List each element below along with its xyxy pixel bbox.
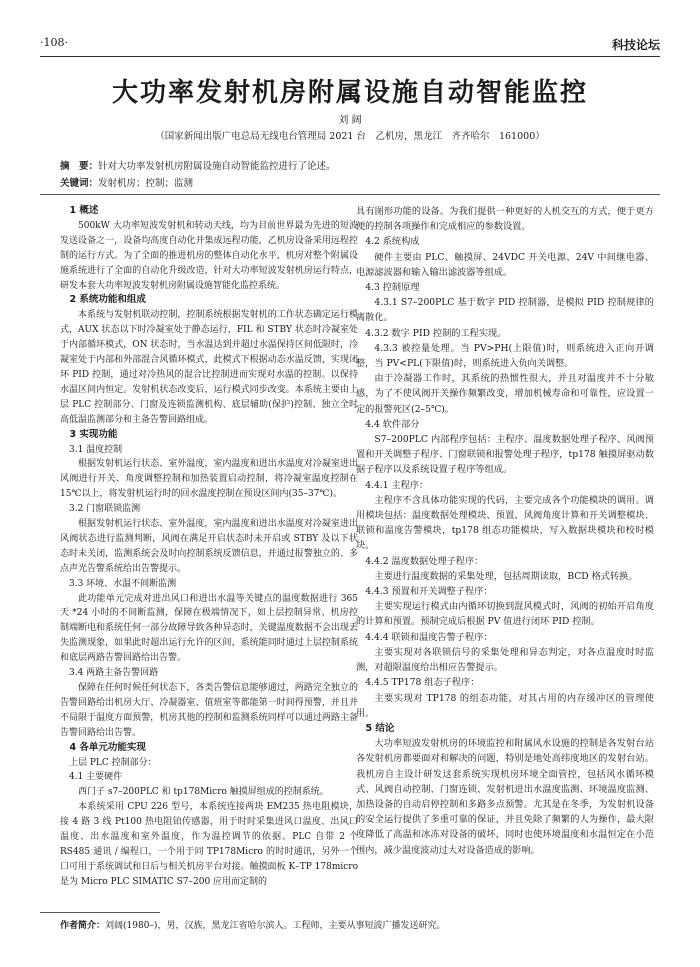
section-heading: 5 结论 (365, 722, 395, 734)
paragraph: 具有图形功能的设备。为我们提供一种更好的人机交互的方式，便于更方便的控制各项操作和完成相应的参数设置。 (356, 206, 654, 233)
subsection-heading: 上层 PLC 控制部分： (69, 757, 157, 768)
paragraph: 4.3.3 被控量处理。当 PV>PH(上限值)时，则系统进入正向开调整，当 PV<PL(下限值)时，则系统进入负向关调整。 (356, 342, 654, 370)
keywords-label: 关键词： (60, 178, 99, 189)
section-heading: 1 概述 (69, 205, 99, 216)
paragraph: 500kW 大功率短波发射机和转动天线，均为目前世界最为先进的短波发送设备之一，设备均高度自动化并集成远程功能，乙机房设备采用远程控制的运行方式。为了全面的推进机房的整体自动化水平，机房对整个附属设施系统进行了全面的自动化升级改造，针对大功率短波发射机房运行特点，研发本套大功率短波发射机房附属设施智能化监控系统。 (60, 220, 358, 291)
right-column (356, 204, 654, 858)
author: 刘 阔 (338, 115, 362, 126)
paragraph: 此功能单元完成对进出风口和进出水温等关键点的温度数据进行 365 天 *24 小时的不间断监测，保障在极端情况下，如上层控制异常、机房控制端断电和系统任何一部分故障导致各种异态时，关键温度数据不会出现丢失监测现象，如果此时超出运行允许的区间，系统能同时通过上层控制系统和底层两路告警回路给出告警。 (60, 593, 358, 664)
section-heading: 2 系统功能和组成 (69, 294, 146, 306)
paragraph: 由于冷凝器工作时，其系统的热惯性很大，并且对温度并不十分敏感，为了不使风阀开关操作频繁改变，增加机械寿命和可靠性，应设置一定的报警死区(2–5℃)。 (356, 373, 654, 415)
subsection-heading: 4.4.4 联锁和温度告警子程序： (365, 631, 493, 643)
paragraph: S7–200PLC 内部程序包括：主程序、温度数据处理子程序、风阀预置和开关调整子程序、门窗联锁和报警处理子程序，tp178 触摸屏驱动数据子程序以及系统设置子程序等组成。 (356, 434, 654, 476)
subsection-heading: 4.3 控制原理 (365, 282, 420, 294)
paragraph: 4.3.1 S7–200PLC 基于数字 PID 控制器，是模拟 PID 控制规律的离散化。 (356, 297, 654, 324)
left-column (60, 204, 358, 890)
paragraph: 根据发射机运行状态、室外温度，室内温度和进出水温度对冷凝室进出风阀进行开关、角度调整控制和加热装置启动控制，将冷凝室温度控制在 15℃以上，将发射机运行时的回水温度控制在预设区间内(35–37℃)。 (60, 459, 358, 500)
subsection-heading: 4.4 软件部分 (365, 418, 420, 430)
paragraph: 主程序不含具体功能实现的代码，主要完成各个功能模块的调用。调用模块包括：温度数据处理模块、预置、风阀角度计算和开关调整模块、联锁和温度告警模块，tp178 组态功能模块，写入数据块模块和校时模块。 (356, 494, 654, 552)
paragraph: 本系统与发射机联动控制，控制系统根据发射机的工作状态确定运行模式，AUX 状态以下时冷凝室处于静态运行，FIL 和 STBY 状态时冷凝室处于内部循环模式，ON 状态时，当水温达到并超过水温保持区间低限时，冷凝室处于内部和外部混合风循环模式，此模式下根据动态水温反馈，实现闭环 PID 控制，通过对冷热风的混合比控制进而实现对水温的控制。以保持水温区间内恒定。发射机状态改变后，运行模式同步改变。本系统主要由上层 PLC 控制部分、门窗及连锁监测机构、底层辅助(保护)控制、独立全时高低温监测部分和主备告警回路组成。 (60, 310, 358, 425)
affiliation: （国家新闻出版广电总局无线电台管理局 2021 台 乙机房，黑龙江 齐齐哈尔 161000） (155, 131, 545, 142)
paragraph: 根据发射机运行状态、室外温度，室内温度和进出水温度对冷凝室进出风阀状态进行监测判断，风阀在满足开启状态时未开启或 STBY 及以下状态时未关闭，监测系统会及时向控制系统反馈信息，并通过报警独立的、多点声光告警系统给出告警提示。 (60, 519, 358, 574)
footnote-rule (40, 912, 160, 913)
section-heading: 3 实现功能 (69, 428, 118, 440)
paragraph: 大功率短波发射机房的环境监控和附属风水设施的控制是各发射台站各发射机房都要面对和解决的问题，特别是地处高纬度地区的发射台站。 我机房自主设计研发这套系统实现机房环境全面管控，包括风水循环模式、风阀自动控制、门窗连锁、发射机进出水温度监测、环境温度监测、加热设备的自动启停控制和多路多点预警。尤其是在冬季，为发射机设备的安全运行提供了多重可靠的保证，并且免除了频繁的人为操作，最大限度降低了高温和冰冻对设备的破坏，同时也使环境温度和水温恒定在小范围内，减少温度波动过大对设备造成的影响。 (356, 738, 654, 856)
paragraph: 主要实现运行模式由内循环切换到混风模式时，风阀的初始开启角度的计算和预置。预制完成后根据 PV 值进行闭环 PID 控制。 (356, 601, 654, 628)
subsection-heading: 4.4.5 TP178 组态子程序： (365, 677, 480, 689)
keywords-text: 发射机房；控制；监测 (98, 178, 194, 189)
paragraph: 西门子 s7–200PLC 和 tp178Micro 触摸屏组成的控制系统。 (78, 787, 329, 798)
journal-section: 科技论坛 (611, 38, 660, 52)
abstract-label: 摘 要： (60, 161, 99, 172)
abstract (60, 158, 640, 172)
page-number: ·108· (40, 36, 68, 49)
paragraph: 主要实现对各联锁信号的采集处理和异态判定，对各点温度时时监测，对超限温度给出相应告警提示。 (356, 646, 654, 674)
article-title: 大功率发射机房附属设施自动智能监控 (111, 78, 588, 108)
subsection-heading: 4.3.2 数字 PID 控制的工程实现。 (365, 327, 507, 339)
header-rule (40, 56, 660, 57)
keywords (60, 175, 640, 189)
subsection-heading: 4.4.2 温度数据处理子程序： (365, 555, 484, 567)
running-header (40, 36, 660, 54)
subsection-heading: 3.3 环境、水温不间断监测 (69, 578, 177, 589)
subsection-heading: 3.1 温度控制 (69, 444, 123, 455)
subsection-heading: 4.4.3 预置和开关调整子程序： (365, 586, 493, 598)
paragraph: 主要进行温度数据的采集处理，包括周期读取，BCD 格式转换。 (374, 570, 638, 582)
abstract-text: 针对大功率发射机房附属设施自动智能监控进行了论述。 (98, 161, 336, 172)
paragraph: 主要实现对 TP178 的组态功能，对其占用的内存缓冲区的管理使用。 (356, 692, 654, 719)
subsection-heading: 4.4.1 主程序： (365, 479, 429, 491)
paragraph: 保障在任何时候任何状态下，各类告警信息能够通过，两路完全独立的告警回路给出机房大厅、冷凝器室、值班室等都能第一时间得预警，并且并不局限于温度方面预警，机房其他的控制和监测系统同样可以通过两路主备告警回路给出告警。 (60, 683, 358, 738)
footnote-text: 刘阔(1980–)，男，汉族，黑龙江省哈尔滨人。工程师，主要从事短波广播发送研究。 (105, 921, 446, 931)
paragraph: 本系统采用 CPU 226 型号，本系统连接两块 EM235 热电阻模块，接 4 路 3 线 Pt100 热电阻铂传感器，用于时时采集进风口温度、出风口温度、出水温度和室外温度，作为温控调节的依据。PLC 自带 2 个 RS485 通讯 / 编程口，一个用于同 TP178Micro 的时时通讯，另外一个口可用于系统调试和日后与相关机房平台对接。触摸面板 K–TP 178micro 是为 Micro PLC SIMATIC S7–200 应用而定制的 (60, 802, 358, 887)
subsection-heading: 3.2 门窗联锁监测 (69, 504, 141, 515)
abstract-rule (40, 194, 660, 195)
paragraph: 硬件主要由 PLC、触摸屏、24VDC 开关电源、24V 中间继电器、电源滤波器和输入输出滤波器等组成。 (356, 251, 654, 278)
footnote-label: 作者简介： (60, 921, 106, 931)
author-footnote (60, 918, 660, 931)
section-heading: 4 各单元功能实现 (69, 741, 146, 753)
subsection-heading: 4.1 主要硬件 (69, 772, 123, 783)
subsection-heading: 3.4 两路主备告警回路 (69, 668, 159, 679)
subsection-heading: 4.2 系统构成 (365, 236, 420, 248)
